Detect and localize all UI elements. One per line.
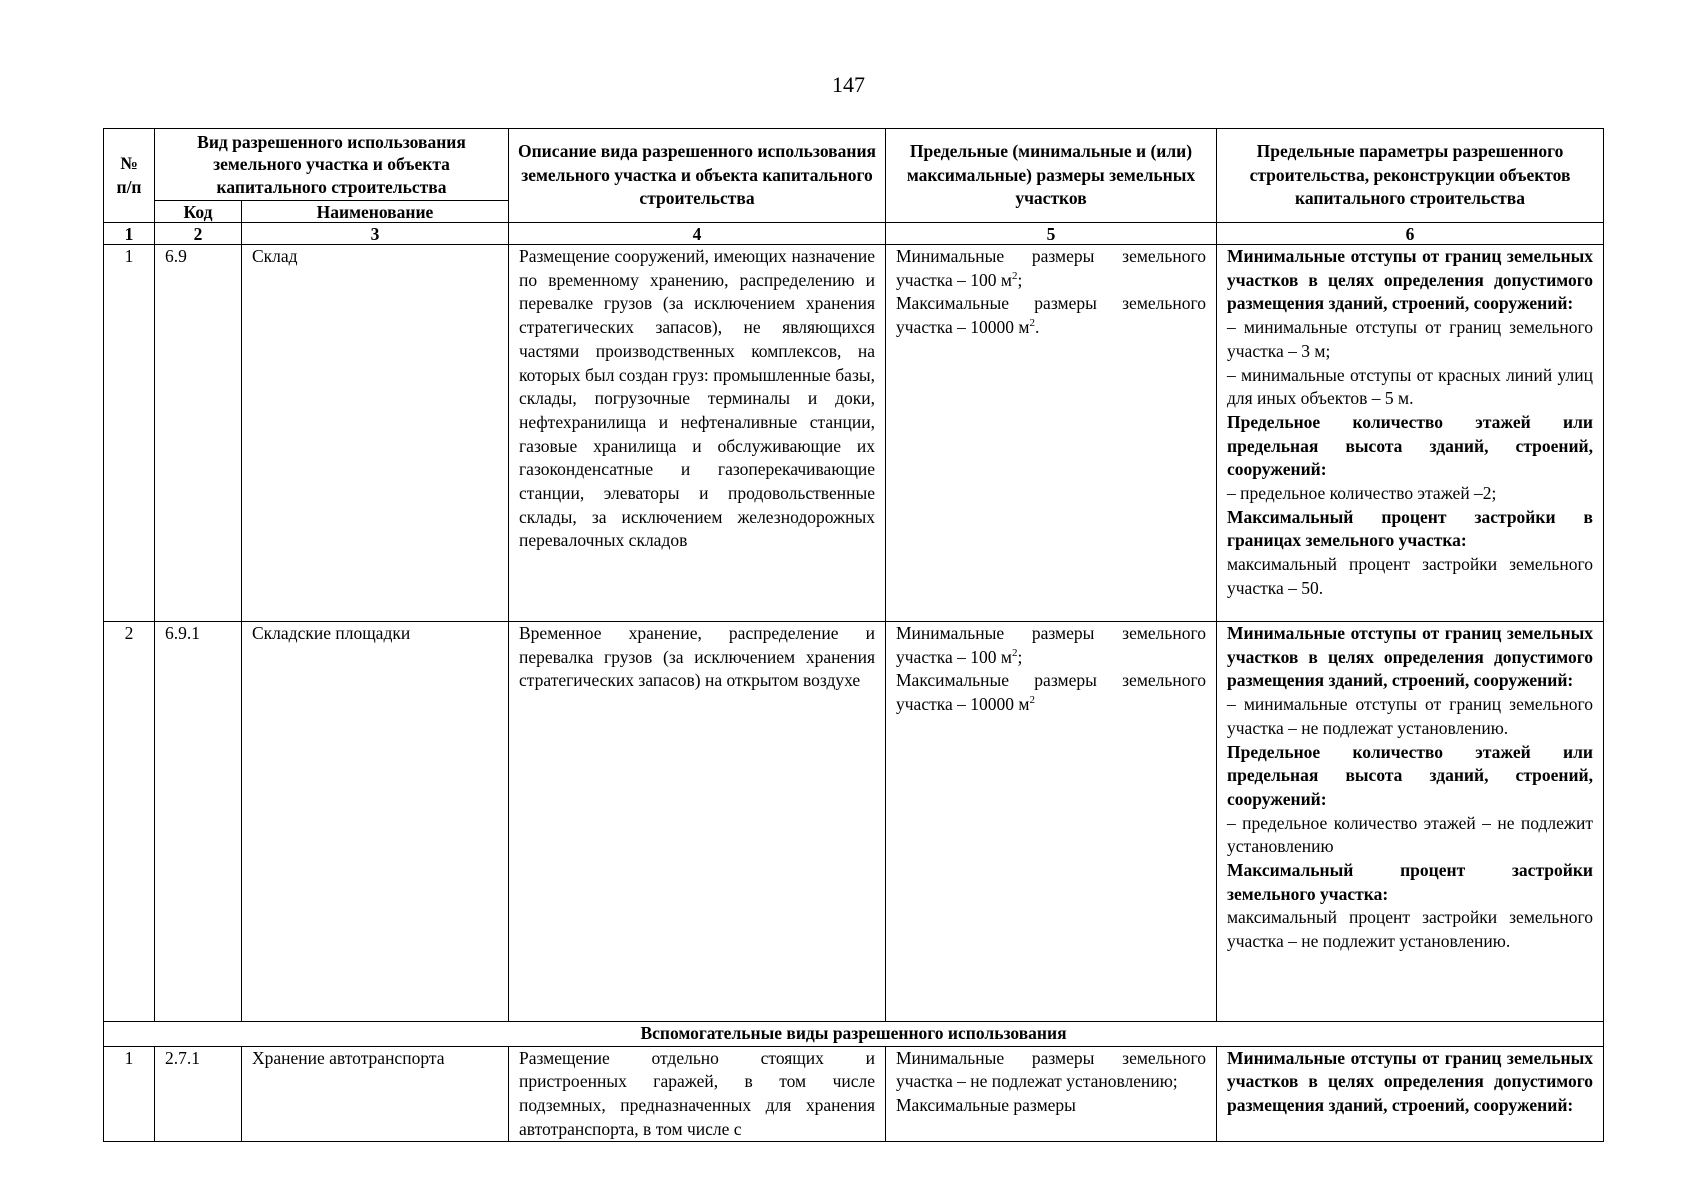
param-heading: Минимальные отступы от границ земельных участков в целях определения допустимого размещения зданий, строений, сооружений: (1227, 246, 1593, 314)
header-number-6: 6 (1217, 223, 1604, 245)
header-num: № п/п (104, 129, 155, 223)
param-text: максимальный процент застройки земельного участка – не подлежит установлению. (1227, 907, 1593, 952)
param-heading: Минимальные отступы от границ земельных участков в целях определения допустимого размещения зданий, строений, сооружений: (1227, 1047, 1593, 1116)
row-code: 6.9 (155, 245, 242, 622)
page-number: 147 (832, 72, 865, 97)
header-number-5: 5 (886, 223, 1217, 245)
param-text: максимальный процент застройки земельного участка – 50. (1227, 554, 1593, 598)
param-text: – предельное количество этажей –2; (1227, 483, 1497, 504)
header-number-row (104, 223, 1604, 245)
sizes-max-sup: 2 (1029, 694, 1035, 707)
sizes-min: Минимальные размеры земельного участка – 100 м (896, 246, 1206, 290)
row-parameters (1217, 245, 1604, 622)
row-parameters (1217, 622, 1604, 1022)
header-number-2: 2 (155, 223, 242, 245)
param-heading: Максимальный процент застройки земельного участка: (1227, 860, 1593, 904)
param-heading: Минимальные отступы от границ земельных участков в целях определения допустимого размещения зданий, строений, сооружений: (1227, 623, 1593, 691)
row-parameters (1217, 1046, 1604, 1141)
param-text: – предельное количество этажей – не подлежит установлению (1227, 812, 1593, 857)
row-parameters-box (1227, 1047, 1593, 1141)
row-number: 1 (104, 245, 155, 622)
sizes-min-sup: 2 (1011, 646, 1018, 659)
header-sizes: Предельные (минимальные и (или) максимальные) размеры земельных участков (886, 129, 1217, 223)
zoning-table (103, 128, 1604, 1142)
header-code: Код (155, 201, 242, 223)
sizes-max: Максимальные размеры земельного участка – 10000 м (896, 293, 1206, 338)
header-number-1: 1 (104, 223, 155, 245)
header-row (104, 129, 1604, 201)
row-sizes (886, 622, 1217, 1022)
header-group: Вид разрешенного использования земельного участка и объекта капитального строительства (155, 129, 509, 201)
param-heading: Максимальный процент застройки в границах земельного участка: (1227, 506, 1593, 551)
row-sizes-box (896, 1047, 1206, 1141)
sizes-min-end: ; (1017, 646, 1023, 667)
row-code: 2.7.1 (155, 1046, 242, 1141)
sizes-max: Максимальные размеры (896, 1095, 1076, 1116)
row-name: Складские площадки (242, 622, 509, 1022)
header-number-4: 4 (509, 223, 886, 245)
sizes-min: Минимальные размеры земельного участка – 100 м (896, 623, 1206, 667)
sizes-max-end: . (1034, 317, 1040, 338)
param-text: – минимальные отступы от красных линий улиц для иных объектов – 5 м. (1227, 364, 1593, 409)
row-description (509, 1046, 886, 1141)
row-number: 2 (104, 622, 155, 1022)
param-heading: Предельное количество этажей или предельная высота зданий, строений, сооружений: (1227, 411, 1593, 480)
table-row (104, 622, 1604, 1022)
sizes-max-sup: 2 (1029, 317, 1035, 330)
row-number: 1 (104, 1046, 155, 1141)
sizes-min-end: ; (1017, 269, 1023, 290)
section-row (104, 1022, 1604, 1047)
table-row (104, 245, 1604, 622)
row-name: Хранение автотранспорта (242, 1046, 509, 1141)
row-description-text: Размещение отдельно стоящих и пристроенных гаражей, в том числе подземных, предназначенных для хранения автотранспорта, в том числе с (519, 1047, 875, 1139)
row-sizes (886, 245, 1217, 622)
param-heading: Предельное количество этажей или предельная высота зданий, строений, сооружений: (1227, 741, 1593, 809)
sizes-min: Минимальные размеры земельного участка – не подлежат установлению; (896, 1047, 1206, 1092)
row-code: 6.9.1 (155, 622, 242, 1022)
row-description: Размещение сооружений, имеющих назначение по временному хранению, распределению и перевалке грузов (за исключением хранения стратегических запасов), не являющихся частями производственных комплексов, на которых был создан груз: промышленные базы, склады, погрузочные терминалы и доки, нефтехранилища и нефтеналивные станции, газовые хранилища и обслуживающие их газоконденсатные и газоперекачивающие станции, элеваторы и продовольственные склады, за исключением железнодорожных перевалочных складов (509, 245, 886, 622)
row-sizes (886, 1046, 1217, 1141)
table-row (104, 1046, 1604, 1141)
row-name: Склад (242, 245, 509, 622)
header-number-3: 3 (242, 223, 509, 245)
header-name: Наименование (242, 201, 509, 223)
sizes-min-sup: 2 (1011, 269, 1018, 282)
param-text: – минимальные отступы от границ земельного участка – 3 м; (1227, 317, 1593, 361)
header-parameters: Предельные параметры разрешенного строительства, реконструкции объектов капитального строительства (1217, 129, 1604, 223)
header-description: Описание вида разрешенного использования земельного участка и объекта капитального строительства (509, 129, 886, 223)
sizes-max: Максимальные размеры земельного участка – 10000 м (896, 670, 1206, 715)
section-title: Вспомогательные виды разрешенного использования (104, 1022, 1604, 1047)
param-text: – минимальные отступы от границ земельного участка – не подлежат установлению. (1227, 694, 1593, 738)
row-description: Временное хранение, распределение и перевалка грузов (за исключением хранения стратегических запасов) на открытом воздухе (509, 622, 886, 1022)
